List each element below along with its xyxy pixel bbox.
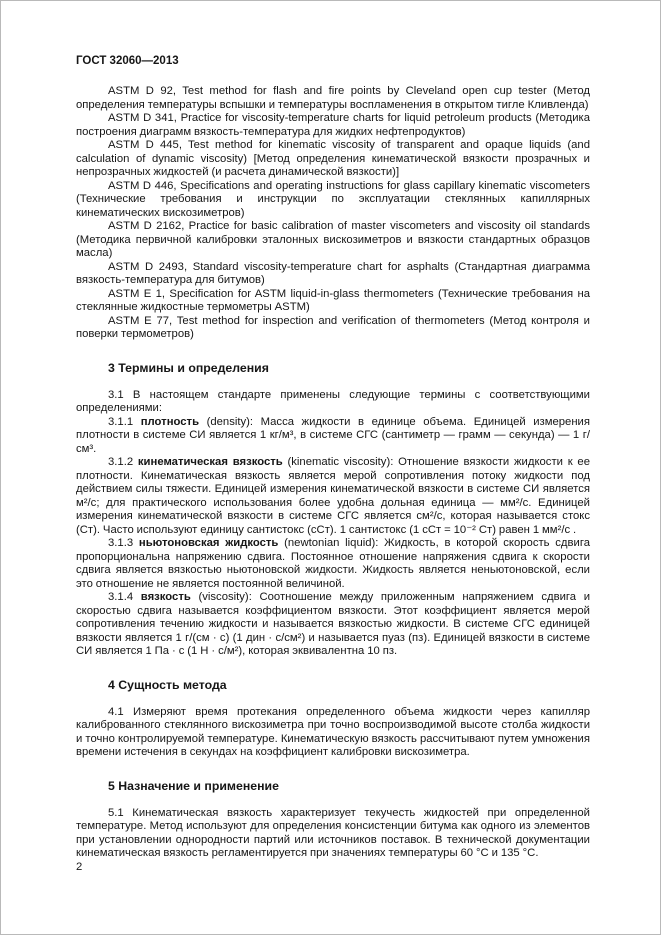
reference-astm-d-2493: ASTM D 2493, Standard viscosity-temperature chart for asphalts (Стандартная диаграмма вязкость-температура для битумов) xyxy=(76,260,590,286)
definition-viscosity-term: вязкость xyxy=(140,591,191,603)
reference-astm-e-1: ASTM E 1, Specification for ASTM liquid-in-glass thermometers (Технические требования на стеклянные жидкостные термометры ASTM) xyxy=(76,287,590,313)
page-number: 2 xyxy=(76,861,83,873)
definition-kinematic-viscosity-term: кинематическая вязкость xyxy=(137,456,283,468)
paragraph-3-1: 3.1 В настоящем стандарте применены следующие термины с соответствующими определениями: xyxy=(76,388,590,414)
definition-kinematic-viscosity-number: 3.1.2 xyxy=(108,456,138,468)
definition-newtonian-liquid-text: (newtonian liquid): Жидкость, в которой скорость сдвига пропорциональна напряжению сдвига. Постоянное отношение напряжения сдвига к скорости сдвига является вязкостью ньютоновской жидкости. Жидкость является неньютоновской, если это отношение не является постоянной величиной. xyxy=(76,537,590,590)
definition-viscosity-text: (viscosity): Соотношение между приложенным напряжением сдвига и скоростью сдвига называется коэффициентом вязкости. Этот коэффициент является мерой сопротивления течению жидкости и называется вязкостью жидкости. В системе СГС единицей вязкости является 1 г/(см · с) (1 дин · с/см²) и называется пуаз (пз). Единицей вязкости в системе СИ является 1 Па · с (1 Н · с/м²), которая эквивалентна 10 пз. xyxy=(76,591,590,657)
definition-viscosity-number: 3.1.4 xyxy=(108,591,141,603)
definition-density xyxy=(76,416,590,457)
section-4-heading: 4 Сущность метода xyxy=(108,677,227,692)
definition-kinematic-viscosity xyxy=(76,456,590,537)
section-3-heading: 3 Термины и определения xyxy=(108,360,269,375)
reference-astm-e-77: ASTM E 77, Test method for inspection and verification of thermometers (Метод контроля и поверки термометров) xyxy=(76,314,590,340)
section-5-heading: 5 Назначение и применение xyxy=(108,778,279,793)
definition-kinematic-viscosity-text: (kinematic viscosity): Отношение вязкости жидкости к ее плотности. Кинематическая вязкость является мерой сопротивления потоку жидкости под действием силы тяжести. Единицей измерения кинематической вязкости в системе СИ является м²/с; для практического использования более удобна дольная единица — мм²/с. Единицей измерения кинематической вязкости в системе СГС является см²/с, которая называется стокс (Ст). Часто используют единицу сантистокс (сСт). 1 сантистокс (1 сСт = 10⁻² Ст) равен 1 мм²/с . xyxy=(76,456,590,536)
paragraph-4-1: 4.1 Измеряют время протекания определенного объема жидкости через капилляр калиброванного стеклянного вискозиметра при точно воспроизводимой высоте столба жидкости и точно контролируемой температуре. Кинематическую вязкость рассчитывают путем умножения времени истечения в секундах на коэффициент калибровки вискозиметра. xyxy=(76,705,590,758)
reference-astm-d-446: ASTM D 446, Specifications and operating instructions for glass capillary kinematic viscometers (Технические требования и инструкции по эксплуатации стеклянных капиллярных кинематических вискозиметров) xyxy=(76,179,590,219)
document-code: ГОСТ 32060—2013 xyxy=(76,55,179,67)
reference-astm-d-2162: ASTM D 2162, Practice for basic calibration of master viscometers and viscosity oil standards (Методика первичной калибровки эталонных вискозиметров и вязкости стандартных образцов масла) xyxy=(76,220,590,259)
reference-astm-d-445: ASTM D 445, Test method for kinematic viscosity of transparent and opaque liquids (and calculation of dynamic viscosity) [Метод определения кинематической вязкости прозрачных и непрозрачных жидкостей (и расчета динамической вязкости)] xyxy=(76,139,590,178)
definition-density-number: 3.1.1 xyxy=(108,415,141,428)
paragraph-5-1: 5.1 Кинематическая вязкость характеризует текучесть жидкостей при определенной температуре. Метод используют для определения консистенции битума как одного из элементов при установлении однородности партий или источников поставок. В технической документации кинематическая вязкость регламентируется при значениях температуры 60 °С и 135 °С. xyxy=(76,806,590,859)
reference-astm-d-341: ASTM D 341, Practice for viscosity-temperature charts for liquid petroleum products (Методика построения диаграмм вязкость-температура для жидких нефтепродуктов) xyxy=(76,112,590,138)
definition-newtonian-liquid xyxy=(76,537,590,591)
reference-astm-d-92: ASTM D 92, Test method for flash and fire points by Cleveland open cup tester (Метод определения температуры вспышки и температуры воспламенения в открытом тигле Кливленда) xyxy=(76,85,590,111)
definition-newtonian-liquid-term: ньютоновская жидкость xyxy=(138,537,279,549)
definition-viscosity xyxy=(76,591,590,659)
definition-density-text: (density): Масса жидкости в единице объема. Единицей измерения плотности в системе СИ является 1 кг/м³, в системе СГС (сантиметр — грамм — секунда) — 1 г/см³. xyxy=(76,415,590,455)
definition-newtonian-liquid-number: 3.1.3 xyxy=(108,537,139,549)
definition-density-term: плотность xyxy=(140,415,200,428)
